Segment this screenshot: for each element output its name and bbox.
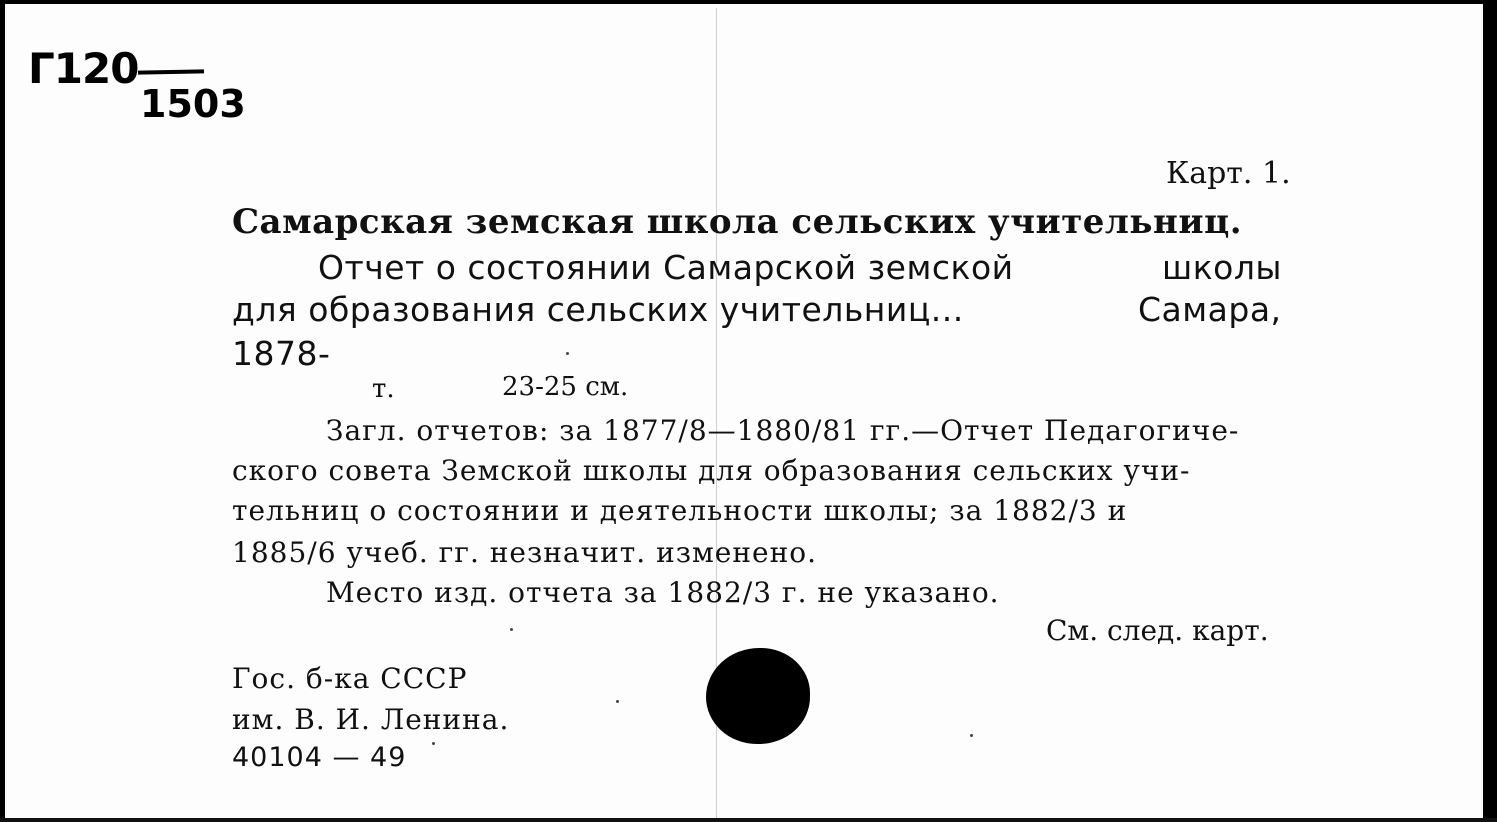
handwritten-fraction-bar: [138, 69, 204, 74]
entry-heading: Самарская земская школа сельских учительниц.: [232, 202, 1243, 242]
library-name-2: им. В. И. Ленина.: [232, 703, 510, 736]
note-line-3: тельниц о состоянии и деятельности школы; за 1882/3 и: [232, 494, 1128, 527]
see-next-card: См. след. карт.: [1046, 614, 1269, 647]
note-line-2: ского совета Земской школы для образования сельских учи-: [232, 454, 1191, 487]
handwritten-sub-number: 1503: [140, 82, 246, 126]
card-print-number: 40104 — 49: [232, 742, 407, 773]
publication-years: 1878-: [232, 334, 331, 373]
title-line-1: Отчет о состоянии Самарской земской: [318, 248, 1014, 287]
note-line-1: Загл. отчетов: за 1877/8—1880/81 гг.—Отчет Педагогиче-: [326, 414, 1240, 447]
punch-hole: [706, 648, 810, 744]
scan-border-bottom: [0, 818, 1497, 822]
card-number: Карт. 1.: [1166, 156, 1291, 191]
title-line-1-end: школы: [1162, 248, 1282, 287]
scan-border-right: [1483, 0, 1497, 822]
speck: [616, 700, 619, 703]
handwritten-call-number: Г120: [28, 44, 139, 93]
scan-border-top: [0, 0, 1497, 4]
note-line-4: 1885/6 учеб. гг. незначит. изменено.: [232, 536, 818, 569]
speck: [970, 734, 973, 737]
library-name: Гос. б-ка СССР: [232, 662, 468, 695]
volume-note: т.: [372, 374, 395, 404]
size-note: 23-25 см.: [502, 372, 629, 402]
speck: [432, 742, 435, 745]
speck: [566, 352, 569, 355]
scan-border-left: [0, 0, 5, 822]
title-line-2: для образования сельских учительниц...: [232, 290, 964, 329]
publication-place: Самара,: [1138, 290, 1282, 329]
place-note: Место изд. отчета за 1882/3 г. не указано.: [326, 576, 1000, 609]
speck: [510, 628, 513, 631]
